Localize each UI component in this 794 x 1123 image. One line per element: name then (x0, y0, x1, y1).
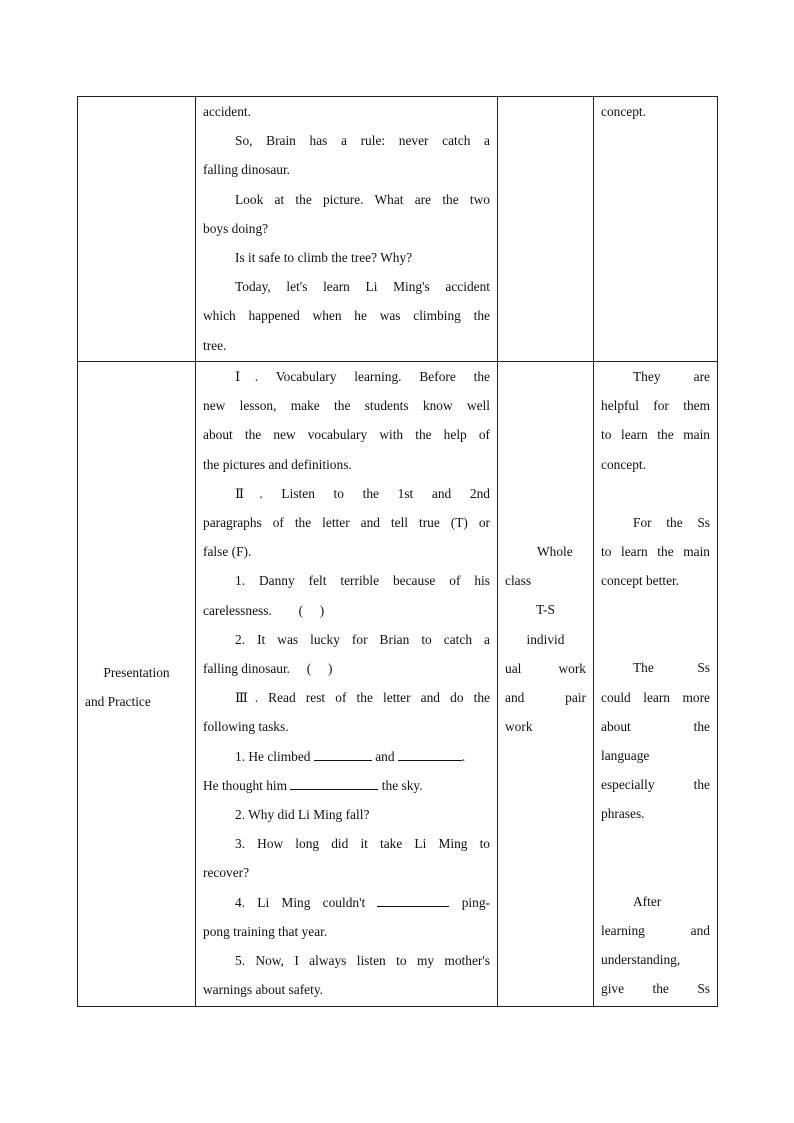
text-line: Ⅲ. Read rest of the letter and do the (235, 690, 490, 706)
text-line: helpful for them (601, 398, 710, 414)
text-line: new lesson, make the students know well (203, 398, 490, 414)
text-line: For the Ss (633, 514, 710, 530)
text-line: to learn the main (601, 427, 710, 443)
purpose-cell (594, 97, 718, 362)
text-line: So, Brain has a rule: never catch a (235, 133, 490, 149)
text-line: and pair (505, 690, 586, 706)
text-line: 3. How long did it take Li Ming to (235, 836, 490, 852)
text-line: pong training that year. (203, 923, 328, 939)
text-line: They are (633, 369, 710, 384)
blank-line (290, 776, 378, 790)
blank-line (314, 747, 372, 761)
text-line: The Ss (633, 660, 710, 676)
text-line: Whole (537, 544, 573, 559)
text-line: phrases. (601, 806, 645, 822)
text-fragment: and (375, 748, 395, 764)
blank-line (377, 893, 449, 907)
text-line: class (505, 573, 532, 589)
text-fragment: 4. Li Ming couldn't (235, 894, 366, 910)
content-cell (196, 362, 498, 1007)
text-fragment: the sky. (381, 777, 423, 793)
stage-label: and Practice (85, 694, 151, 709)
blank-line (398, 747, 462, 761)
text-line: Ⅰ. Vocabulary learning. Before the (235, 369, 490, 384)
text-line: boys doing? (203, 220, 269, 236)
text-line: concept. (601, 104, 646, 119)
text-line: false (F). (203, 544, 252, 560)
text-line: 2. Why did Li Ming fall? (235, 807, 370, 823)
text-line: about the new vocabulary with the help of (203, 427, 490, 443)
text-line: falling dinosaur. ( ) (203, 661, 333, 677)
text-line: which happened when he was climbing the (203, 308, 490, 324)
content-cell (196, 97, 498, 362)
text-line: the pictures and definitions. (203, 456, 352, 472)
table-row (78, 97, 718, 362)
text-line: Today, let's learn Li Ming's accident (235, 279, 490, 295)
text-line (203, 742, 490, 771)
text-line: especially the (601, 777, 710, 793)
text-line: learning and (601, 922, 710, 938)
text-line: individ (526, 631, 565, 647)
text-line: could learn more (601, 689, 710, 705)
text-line: falling dinosaur. (203, 162, 291, 178)
text-line: paragraphs of the letter and tell true (T) or (203, 515, 490, 531)
stage-cell (78, 97, 196, 362)
text-fragment: He thought him (203, 777, 288, 793)
purpose-cell (594, 362, 718, 1007)
text-line: concept better. (601, 573, 680, 589)
text-line: give the Ss (601, 981, 710, 997)
text-fragment: . (461, 748, 466, 764)
text-line: tree. (203, 337, 227, 353)
lesson-plan-table (77, 96, 718, 1007)
text-line: accident. (203, 104, 251, 119)
method-cell (498, 97, 594, 362)
text-line: Ⅱ. Listen to the 1st and 2nd (235, 485, 490, 501)
text-line: ual work (505, 660, 586, 676)
text-line: 5. Now, I always listen to my mother's (235, 953, 490, 969)
text-line (203, 771, 490, 800)
text-line: warnings about safety. (203, 982, 323, 998)
text-line: T-S (536, 602, 555, 618)
text-line: After (633, 893, 662, 909)
stage-cell (78, 362, 196, 1007)
stage-label: Presentation (103, 665, 170, 680)
text-line: concept. (601, 456, 646, 472)
text-line: about the (601, 718, 710, 734)
text-line: Is it safe to climb the tree? Why? (235, 250, 413, 266)
table-row (78, 362, 718, 1007)
text-line: language (601, 748, 650, 764)
text-line: work (505, 719, 533, 735)
text-line: following tasks. (203, 719, 289, 735)
text-line: understanding, (601, 952, 681, 968)
text-line: to learn the main (601, 544, 710, 560)
text-fragment: ping- (461, 894, 490, 910)
text-line (203, 888, 490, 917)
text-line: Look at the picture. What are the two (235, 191, 490, 207)
text-line: 1. Danny felt terrible because of his (235, 573, 490, 589)
method-cell (498, 362, 594, 1007)
text-line: recover? (203, 865, 250, 881)
text-line: carelessness. ( ) (203, 602, 325, 618)
text-line: 2. It was lucky for Brian to catch a (235, 631, 490, 647)
text-fragment: 1. He climbed (235, 748, 311, 764)
